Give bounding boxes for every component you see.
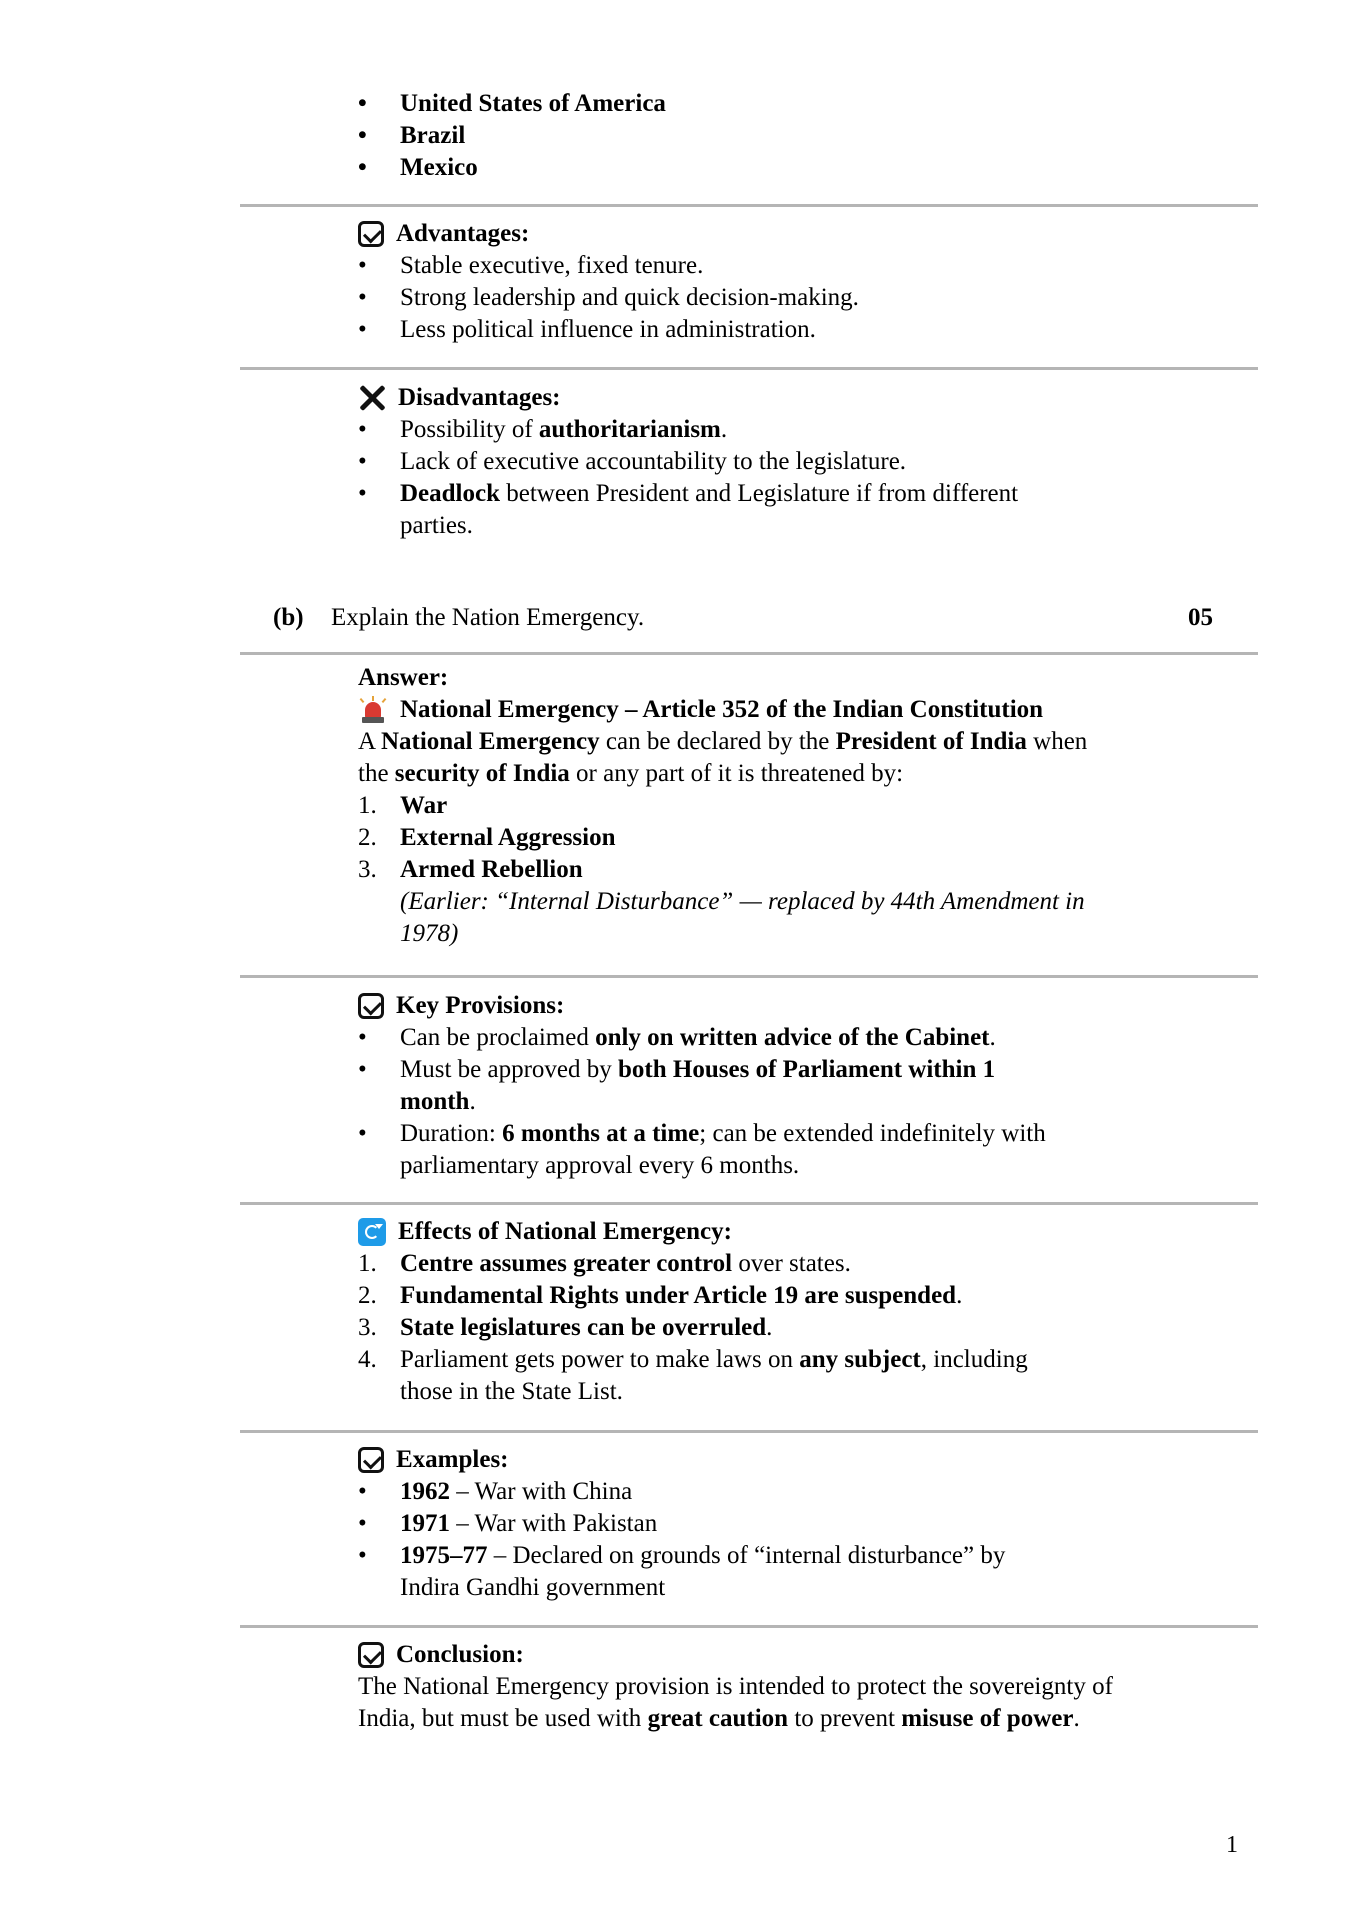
- list-item: • Can be proclaimed only on written advice of the Cabinet.: [358, 1022, 1098, 1054]
- list-item: • Deadlock between President and Legislature if from different parties.: [358, 478, 1148, 542]
- list-item: 3. State legislatures can be overruled.: [358, 1314, 773, 1341]
- list-item: 1. Centre assumes greater control over states.: [358, 1250, 851, 1277]
- divider: [240, 367, 1258, 370]
- list-item: • Stable executive, fixed tenure.: [358, 250, 1148, 282]
- list-item: • Duration: 6 months at a time; can be extended indefinitely with parliamentary approval every 6 months.: [358, 1118, 1098, 1182]
- examples-section: [358, 1444, 1148, 1604]
- answer-intro: A National Emergency can be declared by the President of India when the security of India or any part of it is threatened by:: [358, 728, 1088, 787]
- section-heading: Advantages:: [396, 220, 530, 247]
- list-item: 2. Fundamental Rights under Article 19 are suspended.: [358, 1282, 963, 1309]
- conclusion-section: [358, 1639, 1148, 1735]
- check-box-icon: [358, 1642, 384, 1668]
- section-heading: Disadvantages:: [398, 384, 561, 411]
- list-item: • Strong leadership and quick decision-making.: [358, 282, 1148, 314]
- amendment-note: (Earlier: “Internal Disturbance” — replaced by 44th Amendment in 1978): [400, 888, 1085, 947]
- question-marks: 05: [1188, 604, 1213, 631]
- section-heading: Key Provisions:: [396, 992, 565, 1019]
- list-item: • Lack of executive accountability to the legislature.: [358, 446, 1148, 478]
- section-heading: Effects of National Emergency:: [398, 1218, 732, 1245]
- key-provisions-section: [358, 990, 1148, 1182]
- list-item: • 1975–77 – Declared on grounds of “internal disturbance” by Indira Gandhi government: [358, 1540, 1098, 1604]
- list-item: • 1962 – War with China: [358, 1476, 1098, 1508]
- list-item: • Possibility of authoritarianism.: [358, 414, 1148, 446]
- question-text: Explain the Nation Emergency.: [331, 604, 645, 631]
- list-item: • United States of America: [358, 88, 1148, 120]
- conclusion-text: The National Emergency provision is intended to protect the sovereignty of India, but must be used with great caution to prevent misuse of power.: [358, 1673, 1113, 1732]
- list-item: • Brazil: [358, 120, 1148, 152]
- section-heading: Examples:: [396, 1446, 509, 1473]
- refresh-icon: [358, 1218, 386, 1246]
- divider: [240, 1202, 1258, 1205]
- answer-title: National Emergency – Article 352 of the Indian Constitution: [400, 696, 1044, 723]
- section-heading: Conclusion:: [396, 1641, 524, 1668]
- list-item: 1. War: [358, 792, 448, 819]
- effects-section: [358, 1216, 1148, 1408]
- list-item: • Mexico: [358, 152, 1148, 184]
- list-item: • Must be approved by both Houses of Parliament within 1 month.: [358, 1054, 1098, 1118]
- list-item: • 1971 – War with Pakistan: [358, 1508, 1098, 1540]
- divider: [240, 975, 1258, 978]
- countries-list: [358, 88, 1148, 184]
- divider: [240, 652, 1258, 655]
- check-box-icon: [358, 1447, 384, 1473]
- list-item: 4. Parliament gets power to make laws on any subject, including those in the State List.: [358, 1346, 1028, 1405]
- answer-section: [358, 662, 1148, 950]
- question-label: (b): [273, 604, 304, 631]
- divider: [240, 1430, 1258, 1433]
- page-number: 1: [1226, 1832, 1238, 1858]
- check-box-icon: [358, 993, 384, 1019]
- siren-icon: [358, 696, 388, 724]
- cross-icon: [358, 384, 386, 412]
- divider: [240, 1625, 1258, 1628]
- divider: [240, 204, 1258, 207]
- list-item: 2. External Aggression: [358, 824, 616, 851]
- answer-label: Answer:: [358, 664, 449, 691]
- disadvantages-section: [358, 382, 1148, 542]
- list-item: • Less political influence in administration.: [358, 314, 1148, 346]
- list-item: 3. Armed Rebellion: [358, 856, 583, 883]
- advantages-section: [358, 218, 1148, 346]
- check-box-icon: [358, 221, 384, 247]
